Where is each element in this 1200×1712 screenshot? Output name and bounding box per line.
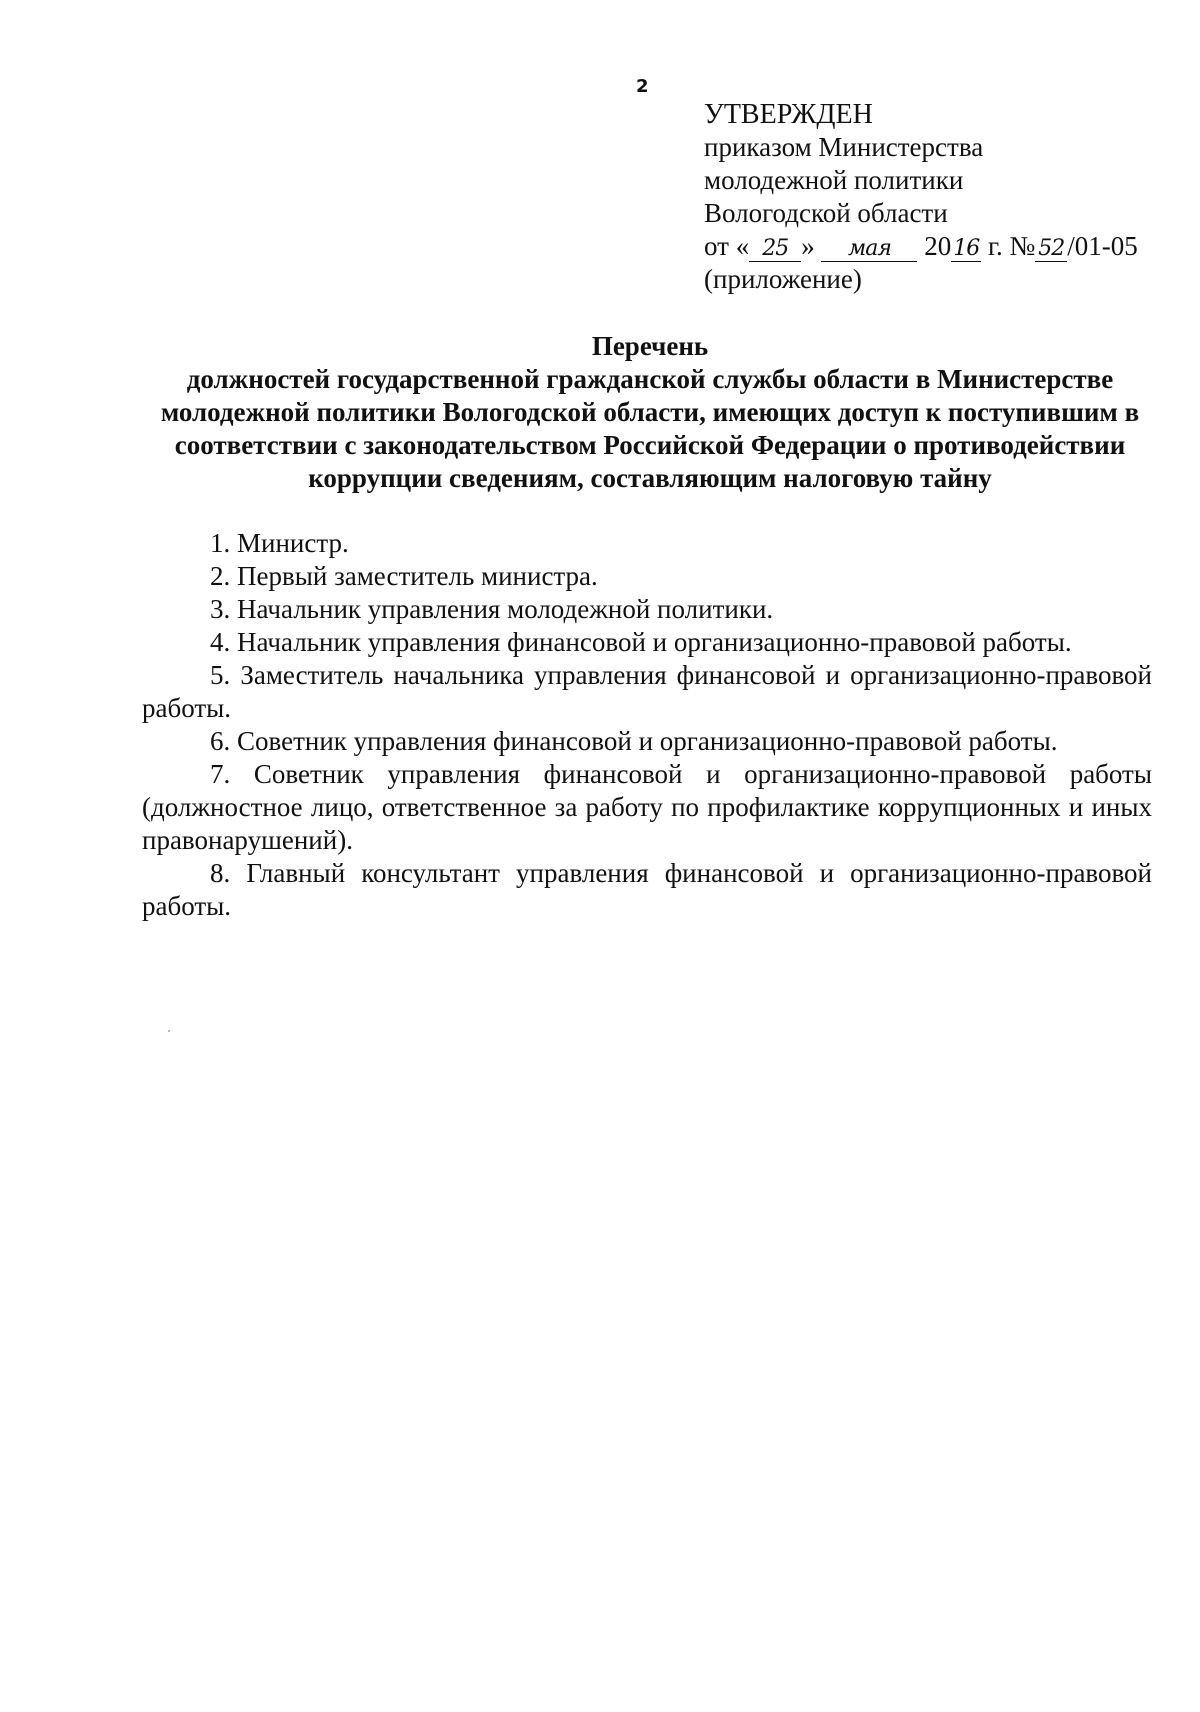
- document-title: [140, 330, 1160, 495]
- list-item: 8. Главный консультант управления финансовой и организационно-правовой работы.: [142, 858, 1152, 921]
- date-day-handwritten: 25: [749, 237, 801, 262]
- list-item: 2. Первый заместитель министра.: [210, 561, 598, 591]
- positions-list: [142, 527, 1152, 923]
- date-prefix: от «: [704, 231, 750, 261]
- date-month-handwritten: мая: [821, 237, 917, 262]
- approval-line-3: Вологодской области: [704, 198, 948, 228]
- order-suffix: /01-05: [1067, 231, 1138, 261]
- list-item: 6. Советник управления финансовой и организационно-правовой работы.: [210, 726, 1058, 756]
- approval-date-line: [704, 230, 1138, 263]
- list-item: 1. Министр.: [210, 528, 349, 558]
- approval-line-2: молодежной политики: [704, 165, 964, 195]
- scan-speck: [168, 1030, 170, 1032]
- list-item: 4. Начальник управления финансовой и организационно-правовой работы.: [210, 627, 1072, 657]
- list-item: 3. Начальник управления молодежной политики.: [210, 594, 774, 624]
- order-number-handwritten: 52: [1035, 237, 1067, 262]
- date-year-prefix: 20: [924, 231, 952, 261]
- date-mid: »: [801, 231, 815, 261]
- title-subheading: должностей государственной гражданской службы области в Министерстве молодежной политики Вологодской области, имеющих доступ к поступившим в соответствии с законодательством Российской Федерации о противодействии коррупции сведениям, составляющим налоговую тайну: [160, 364, 1140, 493]
- list-item: 5. Заместитель начальника управления финансовой и организационно-правовой работы.: [142, 660, 1152, 723]
- title-heading: Перечень: [591, 331, 709, 361]
- approval-stamp: [704, 98, 1138, 296]
- date-year-handwritten: 16: [953, 236, 980, 261]
- approval-line-1: приказом Министерства: [704, 132, 984, 162]
- approval-heading: УТВЕРЖДЕН: [704, 99, 873, 130]
- list-item: 7. Советник управления финансовой и организационно-правовой работы (должностное лицо, ответственное за работу по профилактике коррупционных и иных правонарушений).: [142, 759, 1152, 855]
- attachment-note: (приложение): [704, 264, 862, 294]
- date-year-label: г. №: [981, 231, 1036, 261]
- page-number: 2: [636, 76, 649, 97]
